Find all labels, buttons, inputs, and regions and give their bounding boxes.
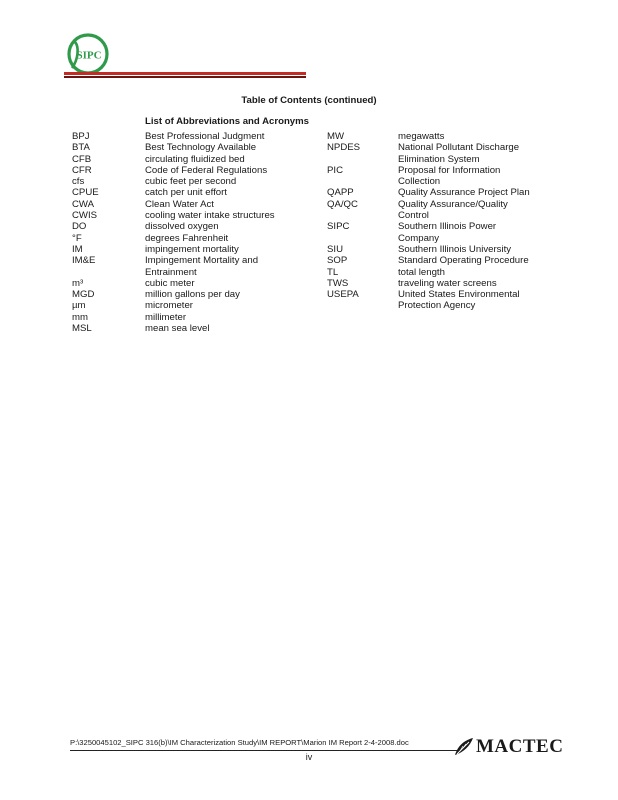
header-rule-red <box>64 72 306 75</box>
abbr-row <box>72 210 275 221</box>
definition: United States Environmental <box>398 289 520 301</box>
abbr: CPUE <box>72 187 99 199</box>
abbr-row <box>72 278 275 289</box>
abbr-row <box>327 267 530 278</box>
definition: cubic meter <box>145 277 195 289</box>
definition: Southern Illinois University <box>398 243 512 255</box>
definition: mean sea level <box>145 323 210 335</box>
abbreviations-left-column <box>72 131 275 334</box>
abbr-row <box>72 154 275 165</box>
abbr: NPDES <box>327 142 361 154</box>
abbr: °F <box>72 232 82 244</box>
abbr: QAPP <box>327 187 354 199</box>
abbr: CWIS <box>72 210 98 222</box>
abbr: QA/QC <box>327 198 358 210</box>
abbr-row <box>72 312 275 323</box>
definition: dissolved oxygen <box>145 221 219 233</box>
definition: Control <box>398 210 429 222</box>
abbr-row <box>327 187 530 198</box>
abbr-row <box>72 289 275 300</box>
abbr-row <box>327 154 530 165</box>
definition: Standard Operating Procedure <box>398 255 529 267</box>
abbr: BPJ <box>72 131 90 142</box>
abbr-row <box>72 323 275 334</box>
definition: million gallons per day <box>145 289 240 301</box>
abbr-row <box>72 199 275 210</box>
abbr: MW <box>327 131 345 142</box>
sipc-logo <box>66 32 110 76</box>
definition: impingement mortality <box>145 243 239 255</box>
abbr-row <box>327 176 530 187</box>
definition: Code of Federal Regulations <box>145 164 268 176</box>
definition: Quality Assurance/Quality <box>398 198 508 210</box>
abbr: BTA <box>72 142 90 154</box>
abbr-row <box>72 131 275 142</box>
abbr-row <box>327 278 530 289</box>
abbr-row <box>72 176 275 187</box>
footer-rule <box>70 750 460 751</box>
toc-title: Table of Contents (continued) <box>241 95 377 106</box>
abbr-row <box>72 165 275 176</box>
abbr-row <box>327 233 530 244</box>
abbr-row <box>327 131 530 142</box>
definition: Company <box>398 232 440 244</box>
definition: National Pollutant Discharge <box>398 142 520 154</box>
abbr: SIPC <box>327 221 350 233</box>
abbr-row <box>327 142 530 153</box>
abbr-row <box>72 267 275 278</box>
definition: traveling water screens <box>398 277 497 289</box>
abbr-row <box>72 255 275 266</box>
abbr-row <box>72 244 275 255</box>
mactec-logo <box>454 736 563 758</box>
abbr <box>327 233 398 244</box>
abbr-row <box>327 255 530 266</box>
definition: Best Technology Available <box>145 142 257 154</box>
abbr: mm <box>72 311 88 323</box>
abbr: CFB <box>72 153 92 165</box>
abbreviations-right-column <box>327 131 530 312</box>
definition: Elimination System <box>398 153 480 165</box>
abbr-row <box>327 165 530 176</box>
abbr <box>327 176 398 187</box>
sipc-logo-mark <box>66 32 110 76</box>
definition: Impingement Mortality and <box>145 255 259 267</box>
definition: millimeter <box>145 311 187 323</box>
page-number: iv <box>305 752 313 762</box>
abbr-row <box>72 221 275 232</box>
definition: Protection Agency <box>398 300 476 312</box>
definition: Collection <box>398 176 441 188</box>
abbr <box>72 267 145 278</box>
abbr-row <box>327 210 530 221</box>
abbr: MGD <box>72 289 95 301</box>
abbr: IM <box>72 243 83 255</box>
abbr: CFR <box>72 164 92 176</box>
abbr: PIC <box>327 164 343 176</box>
abbr: TWS <box>327 277 349 289</box>
definition: Proposal for Information <box>398 164 501 176</box>
list-heading: List of Abbreviations and Acronyms <box>145 116 310 127</box>
abbr-row <box>72 142 275 153</box>
abbr-row <box>327 289 530 300</box>
abbr <box>327 210 398 221</box>
definition: Clean Water Act <box>145 198 214 210</box>
definition: Best Professional Judgment <box>145 131 265 142</box>
abbr: SOP <box>327 255 348 267</box>
definition: total length <box>398 266 445 278</box>
abbr: cfs <box>72 176 85 188</box>
abbr: USEPA <box>327 289 359 301</box>
abbr: DO <box>72 221 87 233</box>
abbr-row <box>327 244 530 255</box>
abbr: TL <box>327 266 339 278</box>
definition: cubic feet per second <box>145 176 237 188</box>
abbr: IM&E <box>72 255 96 267</box>
abbr-row <box>72 233 275 244</box>
abbr-row <box>327 199 530 210</box>
abbr <box>327 154 398 165</box>
abbr <box>327 300 398 311</box>
definition: Southern Illinois Power <box>398 221 497 233</box>
definition: circulating fluidized bed <box>145 153 245 165</box>
abbr: µm <box>72 300 86 312</box>
header-rule-dark <box>64 76 306 78</box>
abbr-row <box>327 221 530 232</box>
abbr-row <box>72 187 275 198</box>
definition: catch per unit effort <box>145 187 227 199</box>
abbr: CWA <box>72 198 95 210</box>
abbr-row <box>327 300 530 311</box>
definition: degrees Fahrenheit <box>145 232 229 244</box>
definition: Quality Assurance Project Plan <box>398 187 530 199</box>
abbr: SIU <box>327 243 343 255</box>
abbr-row <box>72 300 275 311</box>
footer-file-path: P:\3250045102_SIPC 316(b)\IM Characterization Study\IM REPORT\Marion IM Report 2-4-2008.doc <box>70 738 409 747</box>
definition: cooling water intake structures <box>145 210 275 222</box>
leaf-icon <box>454 737 474 757</box>
abbr: m³ <box>72 277 84 289</box>
definition: micrometer <box>145 300 193 312</box>
mactec-wordmark: MACTEC <box>476 736 564 757</box>
definition: megawatts <box>398 131 445 142</box>
definition: Entrainment <box>145 266 197 278</box>
svg-text:SIPC: SIPC <box>76 49 102 62</box>
abbr: MSL <box>72 323 92 335</box>
